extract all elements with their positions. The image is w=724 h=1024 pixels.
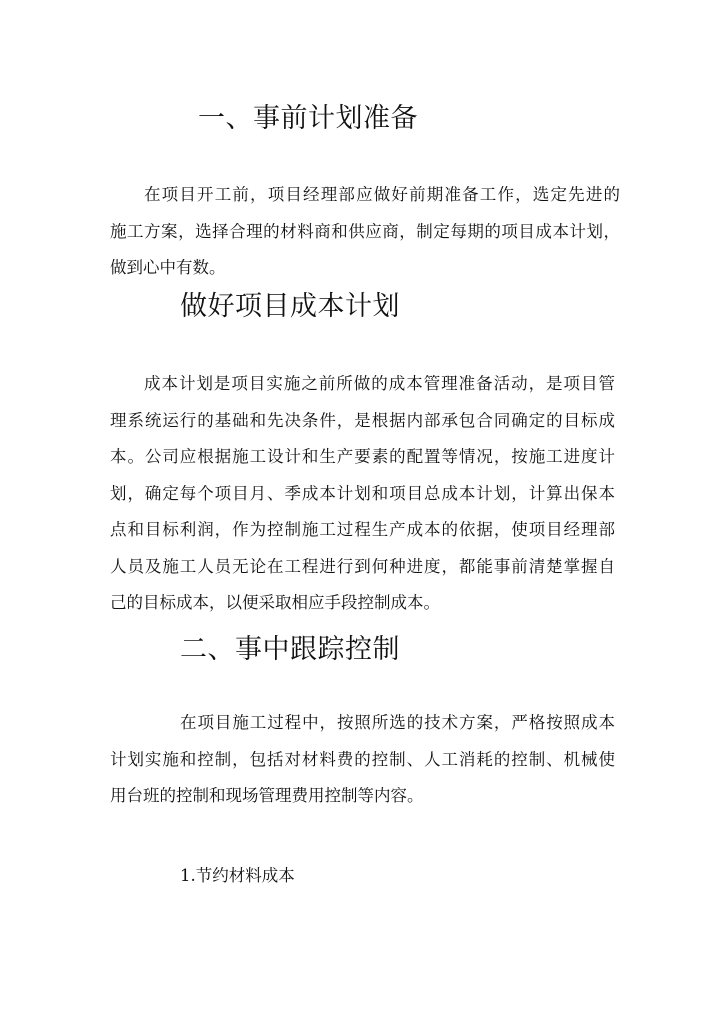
- paragraph-line: 理系统运行的基础和先决条件，是根据内部承包合同确定的目标成: [110, 410, 615, 430]
- paragraph-line: 人员及施工人员无论在工程进行到何种进度，都能事前清楚掌握自: [110, 556, 615, 576]
- paragraph-line: 成本计划是项目实施之前所做的成本管理准备活动，是项目管: [144, 374, 615, 393]
- paragraph-line: 用台班的控制和现场管理费用控制等内容。: [110, 786, 424, 805]
- paragraph-line: 本。公司应根据施工设计和生产要素的配置等情况，按施工进度计: [110, 447, 615, 466]
- cost-plan-paragraph: [110, 366, 615, 622]
- section-1-paragraph: [110, 177, 620, 287]
- paragraph-line: 己的目标成本，以便采取相应手段控制成本。: [110, 593, 440, 612]
- paragraph-line: 做到心中有数。: [110, 258, 226, 277]
- paragraph-line: 划，确定每个项目月、季成本计划和项目总成本计划，计算出保本: [110, 483, 615, 503]
- list-item-1: 1.节约材料成本: [180, 866, 295, 885]
- paragraph-line: 在项目开工前，项目经理部应做好前期准备工作，选定先进的: [144, 185, 620, 204]
- paragraph-line: 在项目施工过程中，按照所选的技术方案，严格按照成本: [180, 713, 615, 732]
- section-heading-1: 一、事前计划准备: [198, 103, 418, 134]
- paragraph-line: 点和目标利润，作为控制施工过程生产成本的依据，使项目经理部: [110, 520, 615, 539]
- paragraph-line: 施工方案，选择合理的材料商和供应商，制定每期的项目成本计划，: [110, 221, 620, 241]
- paragraph-line: 计划实施和控制，包括对材料费的控制、人工消耗的控制、机械使: [110, 749, 615, 769]
- subheading-cost-plan: 做好项目成本计划: [180, 291, 400, 322]
- section-2-paragraph: [110, 705, 615, 815]
- section-heading-2: 二、事中跟踪控制: [180, 634, 400, 665]
